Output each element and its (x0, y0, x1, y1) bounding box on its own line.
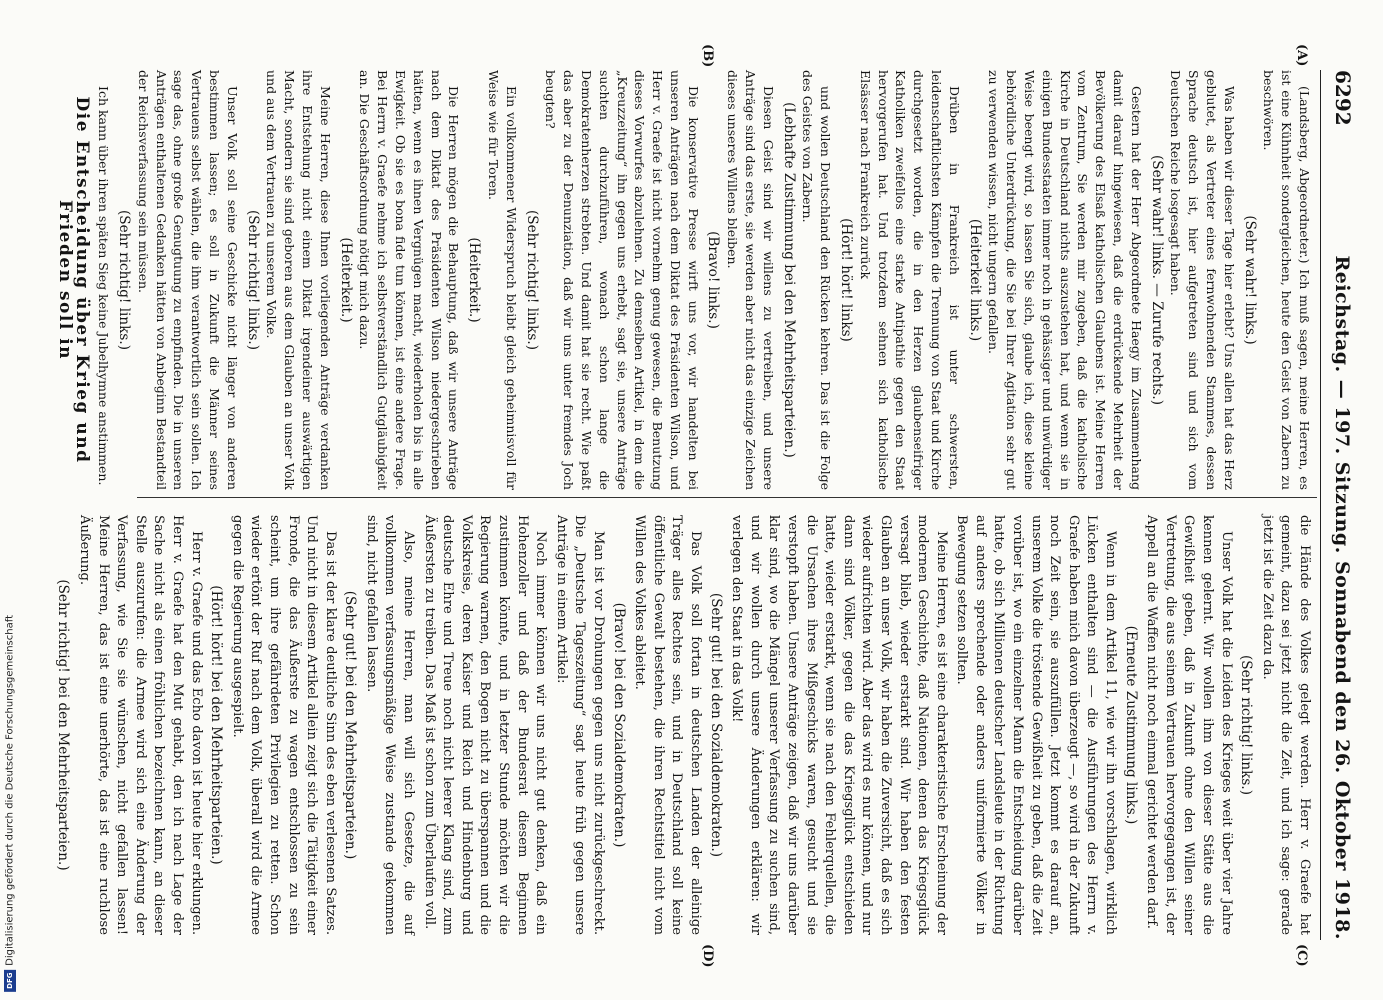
paragraph: (Landsberg, Abgeordneter.) Ich muß sagen, meine Herren, es ist eine Kühnheit sondergleichen, heute den Geist von Zabern zu beschwören. (1261, 70, 1312, 490)
interjection: (Hört! hört! links) (838, 218, 855, 342)
interjection: (Bravo! links.) (705, 231, 722, 329)
interjection: (Heiterkeit.) (337, 237, 354, 323)
paragraph: Das Volk soll fortan in deutschen Landen der alleinige Träger alles Rechtes sein, und in Deutschland soll keine öffentliche Gewalt bestehen, die ihren Rechtstitel nicht vom Willen des Volkes ableitet. (632, 515, 703, 935)
left-text-column (53, 70, 1313, 490)
paragraph: Meine Herren, diese Ihnen vorliegenden Anträge verdanken ihre Entstehung nicht einem Diktat irgendeiner auswärtigen Macht, sondern sie sind geboren aus dem Glauben an unser Volk und aus dem Vertrauen zu unserem Volke. (264, 70, 333, 490)
paragraph: Unser Volk hat die Leiden des Krieges weit über vier Jahre kennen gelernt. Wir wollen ihm von dieser Stätte aus die Gewißheit geben, daß in Zukunft ohne den Willen seiner Vertretung, die aus seinem Vertrauen hervorgegangen ist, der Appell an die Waffen nicht noch einmal gerichtet werden darf. (1144, 515, 1234, 935)
paragraph: Also, meine Herren, man will sich Gesetze, die auf vollkommen verfassungsmäßige Weise zustande gekommen sind, nicht gefallen lassen. (363, 515, 417, 935)
paragraph: Die konservative Presse wirft uns vor, wir handelten bei unseren Anträgen nach dem Diktat des Präsidenten Wilson, und Herr v. Graefe ist nicht vornehm genug gewesen, die Benutzung dieses Vorwurfes abzulehnen. Zu demselben Artikel, in dem die „Kreuzzeitung“ ihn gegen uns erhebt, sagt sie, unsere Anträge suchten durchzuführen, wonach schon lange die Demokratenherzen strebten. Und damit hat sie recht. Wie paßt das aber zu der Denunziation, daß wir uns unter fremdes Joch beugten? (543, 70, 701, 490)
spaced-heading-line: Die Entscheidung über Krieg und Frieden soll in (54, 96, 93, 464)
margin-letter-b: (B) (700, 44, 715, 68)
paragraph: Man ist vor Drohungen gegen uns nicht zurückgeschreckt. Die „Deutsche Tageszeitung“ sagt heute früh gegen unsere Anträge in einem Artikel: (553, 515, 607, 935)
interjection: (Sehr richtig! links.) (1238, 654, 1255, 796)
paragraph: Diesen Geist sind wir willens zu vertreiben, und unsere Anträge sind das erste, sie werden aber nicht das einzige Zeichen dieses unseres Willens bleiben. (725, 70, 776, 490)
margin-letter-c: (C) (1294, 944, 1309, 967)
paragraph: Die Herren mögen die Behauptung, daß wir unsere Anträge nach dem Diktat des Präsidenten Wilson niedergeschrieben hätten, wenn es ihnen Vergnügen macht, wiederholen bis in alle Ewigkeit. Ob sie es bona fide tun können, ist eine andere Frage. Bei Herrn v. Graefe nehme ich selbstverständlich Gutgläubigkeit an. Die Geschäftsordnung nötigt mich dazu. (357, 70, 462, 490)
interjection: (Erneute Zustimmung links.) (1122, 625, 1139, 825)
paragraph: Herr v. Graefe und das Echo davon ist heute hier erklungen. Herr v. Graefe hat den Mut gehabt, den ich nach Lage der Sache nicht als einen fröhlichen bezeichnen kann, an dieser Stelle auszurufen: die Armee wird sich eine Änderung der Verfassung, wie Sie sie wünschen, nicht gefallen lassen! Meine Herren, das ist eine unerhörte, das ist eine ruchlose Äußerung. (77, 515, 204, 935)
credit-text: Digitalisierung gefördert durch die Deutsche Forschungsgemeinschaft (4, 615, 16, 966)
margin-letter-d: (D) (700, 944, 715, 968)
page-number: 6292 (1331, 70, 1355, 126)
paragraph: Ich kann über ihren späten Sieg keine Jubelhymne anstimmen. (96, 86, 112, 486)
paragraph: Ein vollkommener Widerspruch bleibt gleich geheimnisvoll für Weise wie für Toren. (485, 70, 519, 490)
paragraph: Drüben in Frankreich ist unter schwersten, leidenschaftlichsten Kämpfen die Trennung von Staat und Kirche durchgesetzt worden, die in den Herzen glaubenseifriger Katholiken zweifellos eine starke Antipathie gegen den Staat hervorgerufen hat. Und trotzdem sehnen sich katholische Elsässer nach Frankreich zurück (857, 70, 962, 490)
paragraph: Noch immer können wir uns nicht gut denken, daß ein Hohenzoller und daß der Bundesrat diesem Beginnen zustimmen könnte, und in letzter Stunde möchten wir die Regierung warnen, den Bogen nicht zu überspannen und die Volkskreise, deren Kaiser und Reich und Hindenburg und deutsche Ehre und Treue noch nicht leerer Klang sind, zum Äußersten zu treiben. Das Maß ist schon zum Überlaufen voll. (421, 515, 549, 935)
paragraph: Meine Herren, es ist eine charakteristische Erscheinung der modernen Geschichte, daß Nationen, denen das Kriegsglück versagt blieb, wieder erstarkt sind. Wir haben den festen Glauben an unser Volk, wir haben die Zuversicht, daß es sich wieder aufrichten wird. Aber das wird es nur können, und nur dann sind Völker, gegen die das Kriegsglück entschieden hatte, wieder erstarkt, wenn sie nach den Fehlerquellen, die die Ursachen ihres Mißgeschicks waren, gesucht und sie verstopft haben. Unsere Anträge zeigen, daß wir uns darüber klar sind, wo die Mängel unserer Verfassung zu suchen sind, und wir wollen durch unsere Änderungen erklären: wir verlegen den Staat in das Volk! (729, 515, 949, 935)
right-text-column (52, 515, 1313, 935)
interjection: (Bravo! bei den Sozialdemokraten.) (610, 602, 627, 848)
interjection: (Sehr wahr! links.) (1241, 215, 1258, 345)
interjection: (Sehr richtig! links.) (523, 209, 540, 351)
page-header-title: Reichstag. — 197. Sitzung. Sonnabend den 26. Oktober 1918. (1331, 255, 1353, 940)
interjection: (Sehr gut! bei den Mehrheitsparteien.) (342, 590, 359, 860)
paragraph: Gestern hat der Herr Abgeordnete Haegy im Zusammenhang damit darauf hingewiesen, daß die erdrückende Mehrheit der Bevölkerung des Elsaß katholischen Glaubens ist. Meine Herren vom Zentrum, Sie werden mir zugeben, daß die katholische Kirche in Deutschland nichts auszustehen hat, und wenn sie in einigen Bundesstaaten immer noch in gehässiger und unwürdiger Weise beengt wird, so lassen Sie sich, glaube ich, diese kleine behördliche Unterdrückung, die Sie bei Ihrer Agitation sehr gut zu verwenden wissen, nicht ungern gefallen. (986, 70, 1144, 490)
interjection: (Sehr richtig! bei den Mehrheitsparteien.) (55, 579, 72, 871)
page-header (1320, 70, 1355, 940)
interjection: (Sehr richtig! links.) (244, 209, 261, 351)
margin-letter-a: (A) (1294, 44, 1309, 67)
paragraph: Das ist der klare deutliche Sinn des eben verlesenen Satzes. Und nicht in diesem Artikel allein zeigt sich die Tätigkeit einer Fronde, die das Äußerste zu wagen entschlossen zu sein scheint, um ihre gefährdeten Privilegien zu retten. Schon wieder ertönt der Ruf nach dem Volk, überall wird die Armee gegen die Regierung ausgespielt. (229, 515, 338, 935)
paragraph: und wollen Deutschland den Rücken kehren. Das ist die Folge des Geistes von Zabern. (800, 70, 834, 490)
interjection: (Hört! hört! bei den Mehrheitsparteien.) (208, 585, 225, 865)
interjection: (Sehr wahr! links. — Zurufe rechts.) (1148, 154, 1165, 406)
interjection: (Heiterkeit.) (466, 237, 483, 323)
interjection: (Lebhafte Zustimmung bei den Mehrheitsparteien.) (780, 102, 797, 458)
paragraph: Was haben wir dieser Tage hier erlebt? Uns allen hat das Herz geblutet, als Vertreter eines fernwohnenden Stammes, dessen Sprache deutsch ist, hier aufgetreten sind und sich vom Deutschen Reiche losgesagt haben. (1168, 70, 1237, 490)
interjection: (Heiterkeit links.) (966, 218, 983, 342)
paragraph: Unser Volk soll seine Geschicke nicht länger von anderen bestimmen lassen; es soll in Zukunft die Männer seines Vertrauens selbst wählen, die ihm verantwortlich sein sollen. Ich sage das, ohne große Genugtuung zu empfinden. Die in unseren Anträgen enthaltenen Gedanken hätten von Anbeginn Bestandteil der Reichsverfassung sein müssen. (135, 70, 240, 490)
column-divider (137, 497, 1317, 498)
dfg-logo: DFG (4, 970, 16, 992)
paragraph: die Hände des Volkes gelegt werden. Herr v. Graefe hat gemeint, dazu sei jetzt nicht die Zeit, und ich sage: gerade jetzt ist die Zeit dazu da. (1259, 515, 1312, 935)
interjection: (Sehr gut! bei den Sozialdemokraten.) (707, 592, 724, 858)
interjection: (Sehr richtig! links.) (116, 209, 132, 351)
paragraph: Wenn in dem Artikel 11, wie wir ihn vorschlagen, wirklich Lücken enthalten sind — die Ausführungen des Herrn v. Graefe haben mich davon überzeugt —, so wird in der Zukunft noch Zeit sein, sie auszufüllen. Jetzt kommt es darauf an, unserem Volke die tröstende Gewißheit zu geben, daß die Zeit vorüber ist, wo ein einzelner Mann die Entscheidung darüber hatte, ob sich Millionen deutscher Landsleute in der Richtung auf anders sprechende oder anders uniformierte Völker in Bewegung setzen sollten. (954, 515, 1119, 935)
digitization-credit (4, 615, 16, 992)
